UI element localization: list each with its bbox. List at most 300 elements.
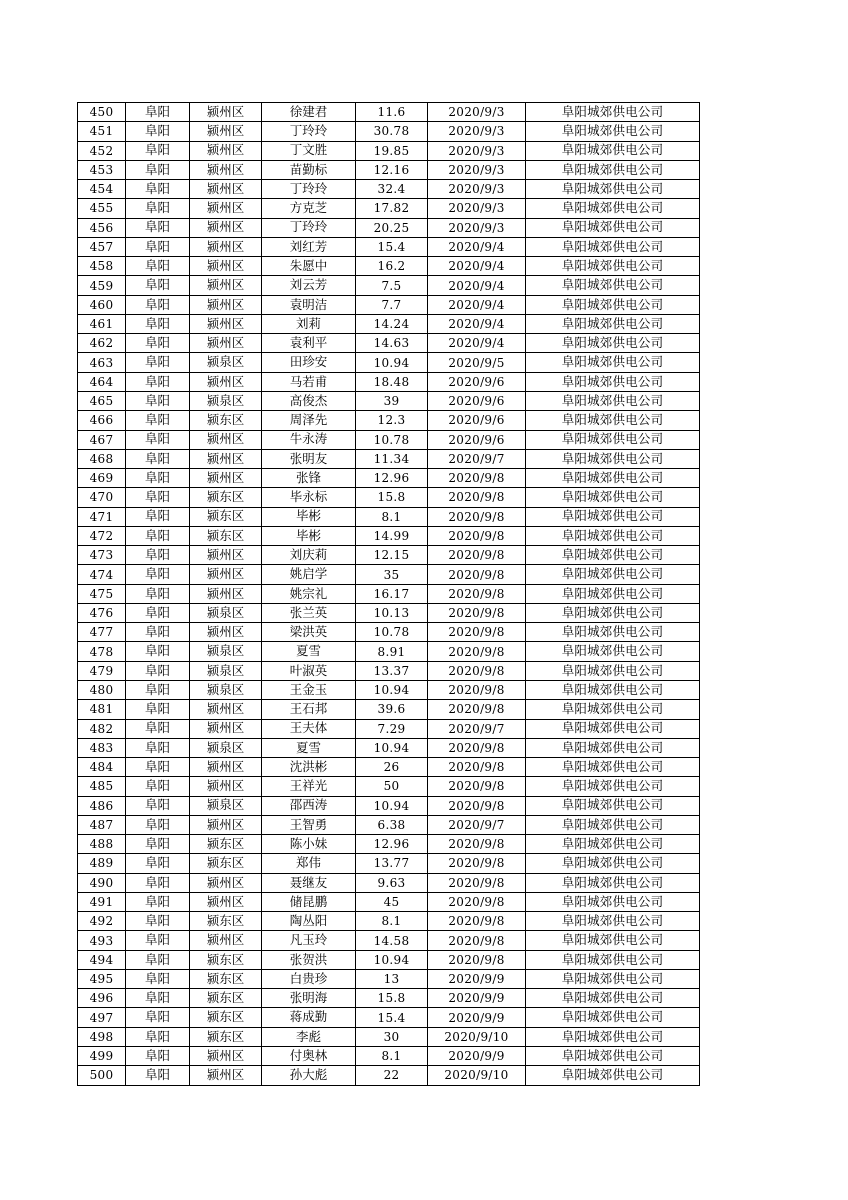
amount-cell: 8.1: [356, 912, 428, 931]
date-cell: 2020/9/3: [428, 160, 526, 179]
table-row: [78, 661, 700, 680]
amount-cell: 7.7: [356, 295, 428, 314]
table-row: [78, 218, 700, 237]
date-cell: 2020/9/4: [428, 334, 526, 353]
row-number-cell: 470: [78, 488, 126, 507]
row-number-cell: 467: [78, 430, 126, 449]
date-cell: 2020/9/8: [428, 796, 526, 815]
name-cell: 高俊杰: [262, 391, 356, 410]
table-row: [78, 719, 700, 738]
company-cell: 阜阳城郊供电公司: [526, 507, 700, 526]
date-cell: 2020/9/8: [428, 931, 526, 950]
name-cell: 李彪: [262, 1027, 356, 1046]
name-cell: 刘莉: [262, 314, 356, 333]
name-cell: 付奥林: [262, 1047, 356, 1066]
table-row: [78, 199, 700, 218]
table-row: [78, 680, 700, 699]
row-number-cell: 475: [78, 584, 126, 603]
name-cell: 朱愿中: [262, 257, 356, 276]
date-cell: 2020/9/8: [428, 892, 526, 911]
table-row: [78, 1008, 700, 1027]
table-row: [78, 314, 700, 333]
company-cell: 阜阳城郊供电公司: [526, 353, 700, 372]
amount-cell: 13.37: [356, 661, 428, 680]
row-number-cell: 473: [78, 546, 126, 565]
company-cell: 阜阳城郊供电公司: [526, 372, 700, 391]
company-cell: 阜阳城郊供电公司: [526, 1008, 700, 1027]
row-number-cell: 490: [78, 873, 126, 892]
name-cell: 刘云芳: [262, 276, 356, 295]
name-cell: 王智勇: [262, 815, 356, 834]
table-row: [78, 565, 700, 584]
table-row: [78, 912, 700, 931]
date-cell: 2020/9/8: [428, 546, 526, 565]
row-number-cell: 463: [78, 353, 126, 372]
district-cell: 颍州区: [190, 931, 262, 950]
date-cell: 2020/9/4: [428, 237, 526, 256]
city-cell: 阜阳: [126, 411, 190, 430]
district-cell: 颍州区: [190, 218, 262, 237]
date-cell: 2020/9/4: [428, 314, 526, 333]
amount-cell: 32.4: [356, 180, 428, 199]
company-cell: 阜阳城郊供电公司: [526, 141, 700, 160]
date-cell: 2020/9/8: [428, 623, 526, 642]
city-cell: 阜阳: [126, 1027, 190, 1046]
amount-cell: 14.63: [356, 334, 428, 353]
table-row: [78, 334, 700, 353]
row-number-cell: 479: [78, 661, 126, 680]
row-number-cell: 493: [78, 931, 126, 950]
company-cell: 阜阳城郊供电公司: [526, 642, 700, 661]
date-cell: 2020/9/8: [428, 950, 526, 969]
name-cell: 袁利平: [262, 334, 356, 353]
date-cell: 2020/9/6: [428, 391, 526, 410]
name-cell: 毕彬: [262, 507, 356, 526]
table-row: [78, 969, 700, 988]
date-cell: 2020/9/7: [428, 449, 526, 468]
row-number-cell: 480: [78, 680, 126, 699]
row-number-cell: 466: [78, 411, 126, 430]
company-cell: 阜阳城郊供电公司: [526, 796, 700, 815]
district-cell: 颍州区: [190, 122, 262, 141]
name-cell: 姚启学: [262, 565, 356, 584]
amount-cell: 30: [356, 1027, 428, 1046]
name-cell: 王夫体: [262, 719, 356, 738]
name-cell: 孙大彪: [262, 1066, 356, 1085]
city-cell: 阜阳: [126, 835, 190, 854]
company-cell: 阜阳城郊供电公司: [526, 237, 700, 256]
amount-cell: 30.78: [356, 122, 428, 141]
date-cell: 2020/9/8: [428, 700, 526, 719]
date-cell: 2020/9/8: [428, 680, 526, 699]
date-cell: 2020/9/9: [428, 1008, 526, 1027]
city-cell: 阜阳: [126, 180, 190, 199]
amount-cell: 15.4: [356, 237, 428, 256]
district-cell: 颍州区: [190, 160, 262, 179]
date-cell: 2020/9/8: [428, 661, 526, 680]
date-cell: 2020/9/8: [428, 835, 526, 854]
name-cell: 张贺洪: [262, 950, 356, 969]
district-cell: 颍东区: [190, 912, 262, 931]
table-row: [78, 488, 700, 507]
row-number-cell: 478: [78, 642, 126, 661]
company-cell: 阜阳城郊供电公司: [526, 989, 700, 1008]
row-number-cell: 471: [78, 507, 126, 526]
company-cell: 阜阳城郊供电公司: [526, 603, 700, 622]
row-number-cell: 451: [78, 122, 126, 141]
amount-cell: 12.15: [356, 546, 428, 565]
district-cell: 颍州区: [190, 777, 262, 796]
district-cell: 颍东区: [190, 989, 262, 1008]
company-cell: 阜阳城郊供电公司: [526, 488, 700, 507]
company-cell: 阜阳城郊供电公司: [526, 892, 700, 911]
amount-cell: 12.3: [356, 411, 428, 430]
city-cell: 阜阳: [126, 873, 190, 892]
row-number-cell: 485: [78, 777, 126, 796]
row-number-cell: 499: [78, 1047, 126, 1066]
company-cell: 阜阳城郊供电公司: [526, 160, 700, 179]
table-row: [78, 873, 700, 892]
amount-cell: 39.6: [356, 700, 428, 719]
district-cell: 颍州区: [190, 1066, 262, 1085]
date-cell: 2020/9/8: [428, 854, 526, 873]
district-cell: 颍州区: [190, 141, 262, 160]
table-body: [78, 103, 700, 1086]
company-cell: 阜阳城郊供电公司: [526, 854, 700, 873]
date-cell: 2020/9/8: [428, 469, 526, 488]
company-cell: 阜阳城郊供电公司: [526, 430, 700, 449]
row-number-cell: 496: [78, 989, 126, 1008]
city-cell: 阜阳: [126, 603, 190, 622]
row-number-cell: 494: [78, 950, 126, 969]
district-cell: 颍泉区: [190, 642, 262, 661]
name-cell: 马若甫: [262, 372, 356, 391]
amount-cell: 12.96: [356, 835, 428, 854]
row-number-cell: 492: [78, 912, 126, 931]
name-cell: 夏雪: [262, 738, 356, 757]
name-cell: 丁玲玲: [262, 180, 356, 199]
name-cell: 丁玲玲: [262, 122, 356, 141]
row-number-cell: 482: [78, 719, 126, 738]
district-cell: 颍泉区: [190, 680, 262, 699]
date-cell: 2020/9/4: [428, 295, 526, 314]
date-cell: 2020/9/10: [428, 1027, 526, 1046]
company-cell: 阜阳城郊供电公司: [526, 700, 700, 719]
date-cell: 2020/9/10: [428, 1066, 526, 1085]
amount-cell: 10.94: [356, 950, 428, 969]
company-cell: 阜阳城郊供电公司: [526, 623, 700, 642]
amount-cell: 11.6: [356, 103, 428, 122]
row-number-cell: 454: [78, 180, 126, 199]
company-cell: 阜阳城郊供电公司: [526, 1066, 700, 1085]
city-cell: 阜阳: [126, 546, 190, 565]
city-cell: 阜阳: [126, 758, 190, 777]
name-cell: 王祥光: [262, 777, 356, 796]
date-cell: 2020/9/3: [428, 180, 526, 199]
amount-cell: 14.99: [356, 526, 428, 545]
row-number-cell: 488: [78, 835, 126, 854]
amount-cell: 11.34: [356, 449, 428, 468]
table-row: [78, 372, 700, 391]
table-row: [78, 584, 700, 603]
amount-cell: 18.48: [356, 372, 428, 391]
amount-cell: 45: [356, 892, 428, 911]
row-number-cell: 498: [78, 1027, 126, 1046]
district-cell: 颍泉区: [190, 391, 262, 410]
table-row: [78, 276, 700, 295]
row-number-cell: 465: [78, 391, 126, 410]
company-cell: 阜阳城郊供电公司: [526, 411, 700, 430]
amount-cell: 15.8: [356, 989, 428, 1008]
district-cell: 颍州区: [190, 565, 262, 584]
amount-cell: 8.1: [356, 1047, 428, 1066]
amount-cell: 10.13: [356, 603, 428, 622]
city-cell: 阜阳: [126, 815, 190, 834]
city-cell: 阜阳: [126, 122, 190, 141]
company-cell: 阜阳城郊供电公司: [526, 103, 700, 122]
data-table: [77, 102, 700, 1086]
date-cell: 2020/9/6: [428, 372, 526, 391]
city-cell: 阜阳: [126, 372, 190, 391]
name-cell: 刘红芳: [262, 237, 356, 256]
city-cell: 阜阳: [126, 623, 190, 642]
district-cell: 颍州区: [190, 449, 262, 468]
name-cell: 田珍安: [262, 353, 356, 372]
city-cell: 阜阳: [126, 488, 190, 507]
amount-cell: 6.38: [356, 815, 428, 834]
city-cell: 阜阳: [126, 507, 190, 526]
district-cell: 颍州区: [190, 758, 262, 777]
date-cell: 2020/9/8: [428, 777, 526, 796]
name-cell: 苗勤标: [262, 160, 356, 179]
amount-cell: 10.78: [356, 430, 428, 449]
name-cell: 蒋成勤: [262, 1008, 356, 1027]
city-cell: 阜阳: [126, 931, 190, 950]
amount-cell: 10.94: [356, 796, 428, 815]
amount-cell: 15.4: [356, 1008, 428, 1027]
name-cell: 聂继友: [262, 873, 356, 892]
district-cell: 颍州区: [190, 430, 262, 449]
amount-cell: 7.29: [356, 719, 428, 738]
table-row: [78, 141, 700, 160]
date-cell: 2020/9/8: [428, 642, 526, 661]
city-cell: 阜阳: [126, 257, 190, 276]
table-row: [78, 546, 700, 565]
company-cell: 阜阳城郊供电公司: [526, 526, 700, 545]
district-cell: 颍州区: [190, 295, 262, 314]
amount-cell: 7.5: [356, 276, 428, 295]
name-cell: 牛永涛: [262, 430, 356, 449]
city-cell: 阜阳: [126, 796, 190, 815]
table-row: [78, 507, 700, 526]
name-cell: 毕彬: [262, 526, 356, 545]
company-cell: 阜阳城郊供电公司: [526, 815, 700, 834]
amount-cell: 17.82: [356, 199, 428, 218]
amount-cell: 10.94: [356, 353, 428, 372]
table-row: [78, 160, 700, 179]
name-cell: 周泽先: [262, 411, 356, 430]
row-number-cell: 472: [78, 526, 126, 545]
district-cell: 颍东区: [190, 969, 262, 988]
city-cell: 阜阳: [126, 334, 190, 353]
district-cell: 颍州区: [190, 1047, 262, 1066]
table-row: [78, 257, 700, 276]
amount-cell: 14.24: [356, 314, 428, 333]
district-cell: 颍泉区: [190, 796, 262, 815]
row-number-cell: 459: [78, 276, 126, 295]
row-number-cell: 460: [78, 295, 126, 314]
table-row: [78, 835, 700, 854]
row-number-cell: 487: [78, 815, 126, 834]
city-cell: 阜阳: [126, 218, 190, 237]
date-cell: 2020/9/7: [428, 719, 526, 738]
city-cell: 阜阳: [126, 642, 190, 661]
name-cell: 毕永标: [262, 488, 356, 507]
row-number-cell: 474: [78, 565, 126, 584]
company-cell: 阜阳城郊供电公司: [526, 295, 700, 314]
city-cell: 阜阳: [126, 141, 190, 160]
row-number-cell: 489: [78, 854, 126, 873]
amount-cell: 13.77: [356, 854, 428, 873]
city-cell: 阜阳: [126, 391, 190, 410]
district-cell: 颍州区: [190, 314, 262, 333]
table-row: [78, 1066, 700, 1085]
amount-cell: 9.63: [356, 873, 428, 892]
name-cell: 徐建君: [262, 103, 356, 122]
date-cell: 2020/9/8: [428, 488, 526, 507]
table-row: [78, 623, 700, 642]
table-row: [78, 526, 700, 545]
amount-cell: 16.2: [356, 257, 428, 276]
city-cell: 阜阳: [126, 738, 190, 757]
table-row: [78, 449, 700, 468]
district-cell: 颍州区: [190, 199, 262, 218]
date-cell: 2020/9/9: [428, 1047, 526, 1066]
row-number-cell: 450: [78, 103, 126, 122]
company-cell: 阜阳城郊供电公司: [526, 334, 700, 353]
table-row: [78, 103, 700, 122]
amount-cell: 10.78: [356, 623, 428, 642]
date-cell: 2020/9/3: [428, 199, 526, 218]
city-cell: 阜阳: [126, 526, 190, 545]
table-row: [78, 815, 700, 834]
name-cell: 王金玉: [262, 680, 356, 699]
name-cell: 丁玲玲: [262, 218, 356, 237]
name-cell: 丁文胜: [262, 141, 356, 160]
row-number-cell: 469: [78, 469, 126, 488]
table-row: [78, 391, 700, 410]
date-cell: 2020/9/8: [428, 873, 526, 892]
city-cell: 阜阳: [126, 276, 190, 295]
company-cell: 阜阳城郊供电公司: [526, 758, 700, 777]
district-cell: 颍东区: [190, 507, 262, 526]
city-cell: 阜阳: [126, 584, 190, 603]
date-cell: 2020/9/3: [428, 141, 526, 160]
name-cell: 叶淑英: [262, 661, 356, 680]
table-row: [78, 122, 700, 141]
row-number-cell: 462: [78, 334, 126, 353]
district-cell: 颍东区: [190, 526, 262, 545]
row-number-cell: 456: [78, 218, 126, 237]
name-cell: 袁明洁: [262, 295, 356, 314]
row-number-cell: 464: [78, 372, 126, 391]
district-cell: 颍州区: [190, 237, 262, 256]
amount-cell: 8.1: [356, 507, 428, 526]
amount-cell: 10.94: [356, 680, 428, 699]
company-cell: 阜阳城郊供电公司: [526, 661, 700, 680]
name-cell: 张锋: [262, 469, 356, 488]
row-number-cell: 461: [78, 314, 126, 333]
table-row: [78, 430, 700, 449]
company-cell: 阜阳城郊供电公司: [526, 546, 700, 565]
name-cell: 夏雪: [262, 642, 356, 661]
city-cell: 阜阳: [126, 160, 190, 179]
amount-cell: 19.85: [356, 141, 428, 160]
company-cell: 阜阳城郊供电公司: [526, 969, 700, 988]
company-cell: 阜阳城郊供电公司: [526, 738, 700, 757]
date-cell: 2020/9/8: [428, 507, 526, 526]
row-number-cell: 483: [78, 738, 126, 757]
date-cell: 2020/9/3: [428, 122, 526, 141]
date-cell: 2020/9/4: [428, 276, 526, 295]
city-cell: 阜阳: [126, 565, 190, 584]
row-number-cell: 484: [78, 758, 126, 777]
table-row: [78, 738, 700, 757]
date-cell: 2020/9/9: [428, 969, 526, 988]
district-cell: 颍东区: [190, 488, 262, 507]
date-cell: 2020/9/8: [428, 758, 526, 777]
district-cell: 颍州区: [190, 257, 262, 276]
table-row: [78, 295, 700, 314]
amount-cell: 12.16: [356, 160, 428, 179]
row-number-cell: 455: [78, 199, 126, 218]
city-cell: 阜阳: [126, 199, 190, 218]
city-cell: 阜阳: [126, 314, 190, 333]
company-cell: 阜阳城郊供电公司: [526, 719, 700, 738]
table-row: [78, 777, 700, 796]
district-cell: 颍泉区: [190, 661, 262, 680]
row-number-cell: 481: [78, 700, 126, 719]
city-cell: 阜阳: [126, 892, 190, 911]
city-cell: 阜阳: [126, 295, 190, 314]
date-cell: 2020/9/8: [428, 526, 526, 545]
table-row: [78, 854, 700, 873]
name-cell: 陶丛阳: [262, 912, 356, 931]
district-cell: 颍东区: [190, 411, 262, 430]
city-cell: 阜阳: [126, 353, 190, 372]
date-cell: 2020/9/8: [428, 738, 526, 757]
name-cell: 储昆鹏: [262, 892, 356, 911]
amount-cell: 50: [356, 777, 428, 796]
date-cell: 2020/9/3: [428, 218, 526, 237]
row-number-cell: 495: [78, 969, 126, 988]
table-row: [78, 1027, 700, 1046]
company-cell: 阜阳城郊供电公司: [526, 1027, 700, 1046]
city-cell: 阜阳: [126, 430, 190, 449]
date-cell: 2020/9/8: [428, 912, 526, 931]
company-cell: 阜阳城郊供电公司: [526, 950, 700, 969]
row-number-cell: 500: [78, 1066, 126, 1085]
city-cell: 阜阳: [126, 950, 190, 969]
row-number-cell: 491: [78, 892, 126, 911]
amount-cell: 8.91: [356, 642, 428, 661]
district-cell: 颍东区: [190, 950, 262, 969]
company-cell: 阜阳城郊供电公司: [526, 449, 700, 468]
city-cell: 阜阳: [126, 700, 190, 719]
district-cell: 颍东区: [190, 1027, 262, 1046]
city-cell: 阜阳: [126, 1047, 190, 1066]
row-number-cell: 497: [78, 1008, 126, 1027]
